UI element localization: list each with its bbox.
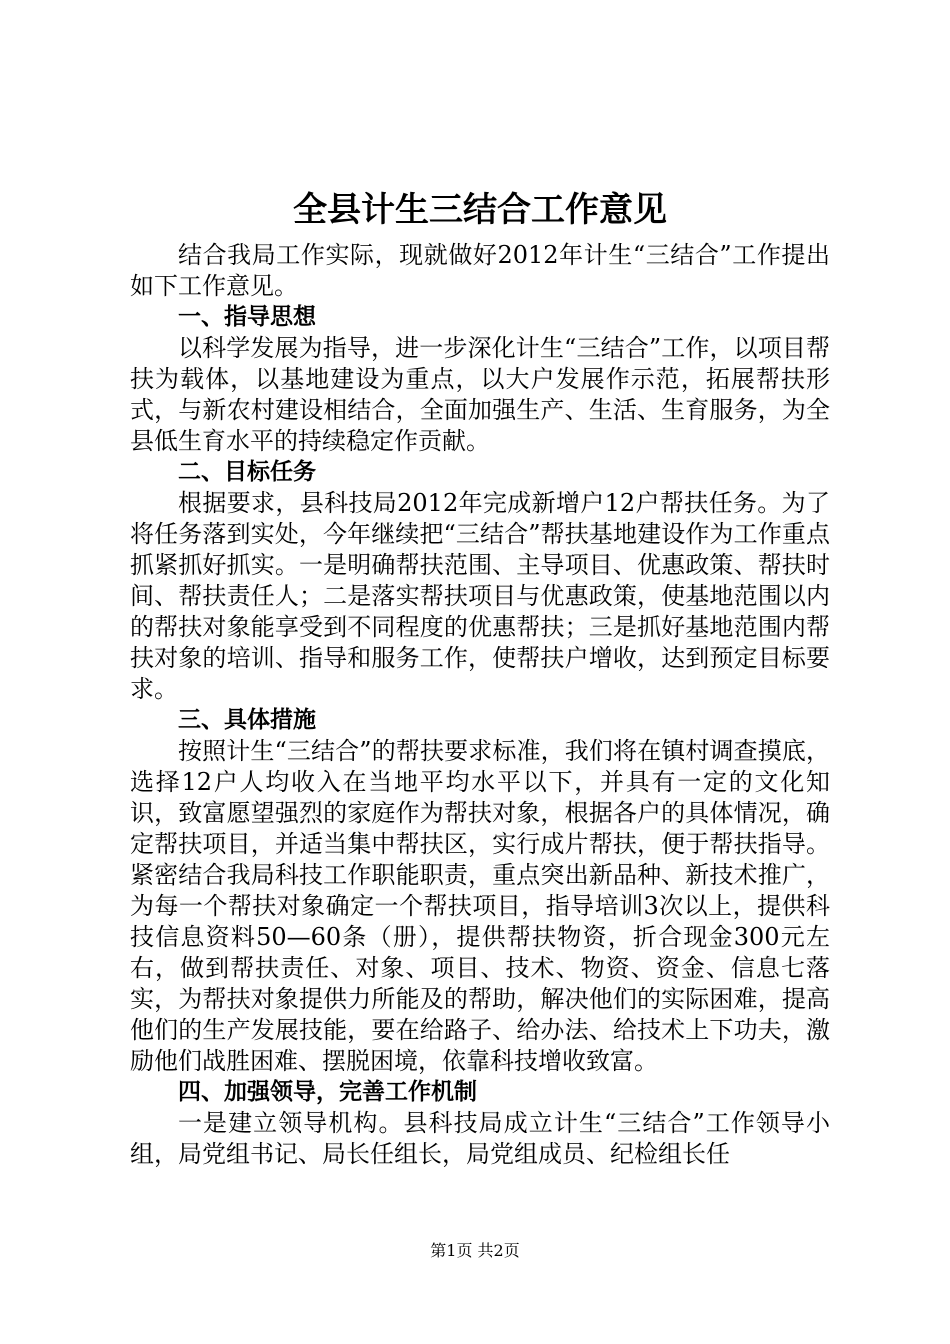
section-leadership [130, 1077, 830, 1170]
section-heading: 二、目标任务 [178, 459, 316, 485]
document-title: 全县计生三结合工作意见 [293, 190, 667, 230]
intro-paragraph: 结合我局工作实际，现就做好2012年计生“三结合”工作提出如下工作意见。 [130, 241, 830, 300]
section-paragraph: 按照计生“三结合”的帮扶要求标准，我们将在镇村调查摸底，选择12户人均收入在当地平均水平以下，并具有一定的文化知识，致富愿望强烈的家庭作为帮扶对象，根据各户的具体情况，确定帮扶项目，并适当集中帮扶区，实行成片帮扶，便于帮扶指导。紧密结合我局科技工作职能职责，重点突出新品种、新技术推广，为每一个帮扶对象确定一个帮扶项目，指导培训3次以上，提供科技信息资料50—60条（册），提供帮扶物资，折合现金300元左右，做到帮扶责任、对象、项目、技术、物资、资金、信息七落实，为帮扶对象提供力所能及的帮助，解决他们的实际困难，提高他们的生产发展技能，要在给路子、给办法、给技术上下功夫，激励他们战胜困难、摆脱困境，依靠科技增收致富。 [130, 737, 830, 1075]
section-paragraph: 一是建立领导机构。县科技局成立计生“三结合”工作领导小组，局党组书记、局长任组长，局党组成员、纪检组长任 [130, 1109, 830, 1168]
page-footer: 第1页 共2页 [430, 1241, 520, 1260]
section-paragraph: 以科学发展为指导，进一步深化计生“三结合”工作，以项目帮扶为载体，以基地建设为重点，以大户发展作示范，拓展帮扶形式，与新农村建设相结合，全面加强生产、生活、生育服务，为全县低生育水平的持续稳定作贡献。 [130, 334, 830, 455]
section-paragraph: 根据要求，县科技局2012年完成新增户12户帮扶任务。为了将任务落到实处，今年继续把“三结合”帮扶基地建设作为工作重点抓紧抓好抓实。一是明确帮扶范围、主导项目、优惠政策、帮扶时间、帮扶责任人；二是落实帮扶项目与优惠政策，使基地范围以内的帮扶对象能享受到不同程度的优惠帮扶；三是抓好基地范围内帮扶对象的培训、指导和服务工作，使帮扶户增收，达到预定目标要求。 [130, 489, 830, 703]
section-heading: 一、指导思想 [178, 304, 316, 330]
section-heading: 三、具体措施 [178, 707, 316, 733]
section-measures [130, 705, 830, 1077]
section-heading: 四、加强领导，完善工作机制 [178, 1079, 477, 1105]
section-guiding-ideology [130, 302, 830, 457]
section-targets [130, 457, 830, 705]
document-page [130, 180, 830, 1170]
